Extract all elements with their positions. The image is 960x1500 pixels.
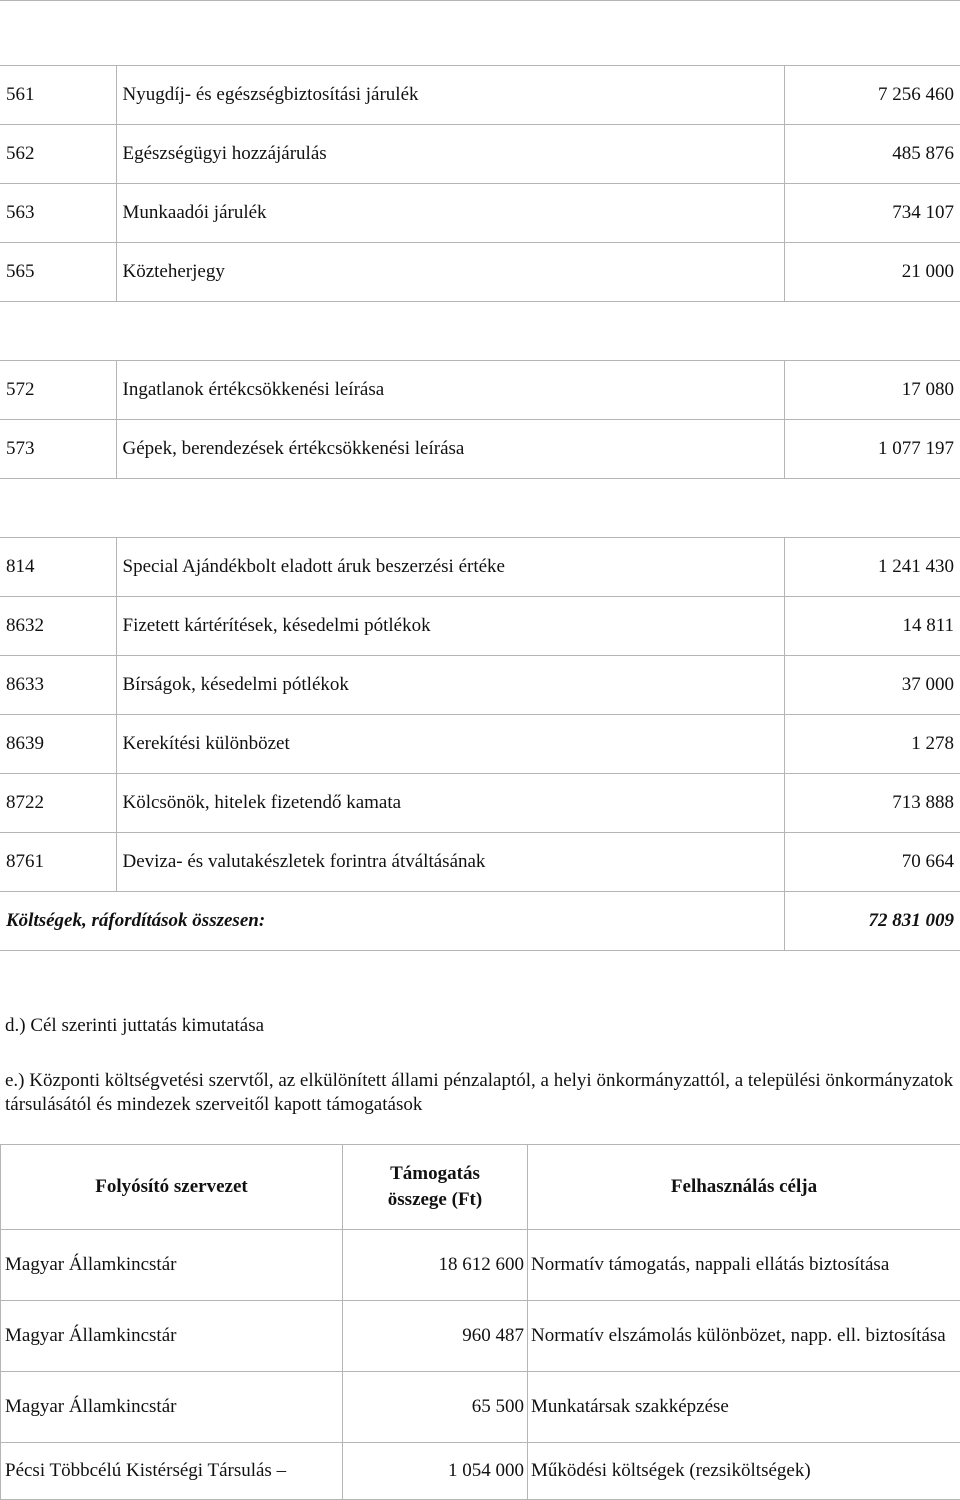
account-label: Közteherjegy	[116, 243, 784, 302]
account-code: 8761	[0, 833, 116, 892]
account-label: Kerekítési különbözet	[116, 715, 784, 774]
account-label: Bírságok, késedelmi pótlékok	[116, 656, 784, 715]
support-table	[0, 1144, 960, 1500]
account-code: 8722	[0, 774, 116, 833]
header-purpose: Felhasználás célja	[528, 1145, 960, 1230]
total-label: Költségek, ráfordítások összesen:	[0, 892, 784, 951]
account-code: 573	[0, 420, 116, 479]
account-amount: 734 107	[784, 184, 960, 243]
account-amount: 70 664	[784, 833, 960, 892]
section-d-heading: d.) Cél szerinti juttatás kimutatása	[5, 1015, 264, 1037]
total-row	[0, 892, 960, 951]
account-row	[0, 66, 960, 125]
account-code: 572	[0, 361, 116, 420]
support-row	[1, 1301, 960, 1372]
account-code: 814	[0, 538, 116, 597]
account-code: 565	[0, 243, 116, 302]
account-amount: 14 811	[784, 597, 960, 656]
account-row	[0, 656, 960, 715]
account-code: 8633	[0, 656, 116, 715]
header-amount	[343, 1145, 528, 1230]
support-row	[1, 1443, 960, 1500]
account-code: 561	[0, 66, 116, 125]
support-purpose: Normatív támogatás, nappali ellátás biztosítása	[528, 1230, 960, 1301]
support-purpose: Munkatársak szakképzése	[528, 1372, 960, 1443]
account-amount: 7 256 460	[784, 66, 960, 125]
account-label: Gépek, berendezések értékcsökkenési leírása	[116, 420, 784, 479]
account-label: Nyugdíj- és egészségbiztosítási járulék	[116, 66, 784, 125]
support-header-row	[1, 1145, 960, 1230]
account-row	[0, 833, 960, 892]
support-amount: 18 612 600	[343, 1230, 528, 1301]
account-amount: 1 077 197	[784, 420, 960, 479]
account-amount: 1 241 430	[784, 538, 960, 597]
account-amount: 17 080	[784, 361, 960, 420]
support-row	[1, 1372, 960, 1443]
account-amount: 1 278	[784, 715, 960, 774]
support-org: Magyar Államkincstár	[1, 1230, 343, 1301]
account-label: Ingatlanok értékcsökkenési leírása	[116, 361, 784, 420]
support-purpose: Működési költségek (rezsiköltségek)	[528, 1443, 960, 1500]
spacer-row	[0, 1, 960, 66]
support-org: Pécsi Többcélú Kistérségi Társulás –	[1, 1443, 343, 1500]
total-amount: 72 831 009	[784, 892, 960, 951]
account-row	[0, 361, 960, 420]
account-code: 8632	[0, 597, 116, 656]
account-amount: 37 000	[784, 656, 960, 715]
section-e-heading: e.) Központi költségvetési szervtől, az elkülönített állami pénzalaptól, a helyi önkormányzattól, a települési önkormányzatok társulásától és mindezek szerveitől kapott támogatások	[5, 1069, 955, 1117]
header-amount-label: Támogatás összege (Ft)	[370, 1161, 500, 1213]
account-code: 562	[0, 125, 116, 184]
spacer-row	[0, 302, 960, 361]
header-organization: Folyósító szervezet	[1, 1145, 343, 1230]
account-label: Kölcsönök, hitelek fizetendő kamata	[116, 774, 784, 833]
support-amount: 65 500	[343, 1372, 528, 1443]
account-row	[0, 597, 960, 656]
account-row	[0, 715, 960, 774]
support-row	[1, 1230, 960, 1301]
account-row	[0, 774, 960, 833]
support-purpose: Normatív elszámolás különbözet, napp. ell. biztosítása	[528, 1301, 960, 1372]
account-row	[0, 420, 960, 479]
account-row	[0, 184, 960, 243]
account-label: Special Ajándékbolt eladott áruk beszerzési értéke	[116, 538, 784, 597]
account-label: Deviza- és valutakészletek forintra átváltásának	[116, 833, 784, 892]
account-amount: 713 888	[784, 774, 960, 833]
account-code: 8639	[0, 715, 116, 774]
support-amount: 960 487	[343, 1301, 528, 1372]
spacer-row	[0, 479, 960, 538]
account-label: Fizetett kártérítések, késedelmi pótlékok	[116, 597, 784, 656]
account-label: Munkaadói járulék	[116, 184, 784, 243]
account-row	[0, 538, 960, 597]
account-label: Egészségügyi hozzájárulás	[116, 125, 784, 184]
support-org: Magyar Államkincstár	[1, 1372, 343, 1443]
account-row	[0, 243, 960, 302]
account-row	[0, 125, 960, 184]
support-amount: 1 054 000	[343, 1443, 528, 1500]
account-amount: 21 000	[784, 243, 960, 302]
account-amount: 485 876	[784, 125, 960, 184]
account-code: 563	[0, 184, 116, 243]
support-org: Magyar Államkincstár	[1, 1301, 343, 1372]
